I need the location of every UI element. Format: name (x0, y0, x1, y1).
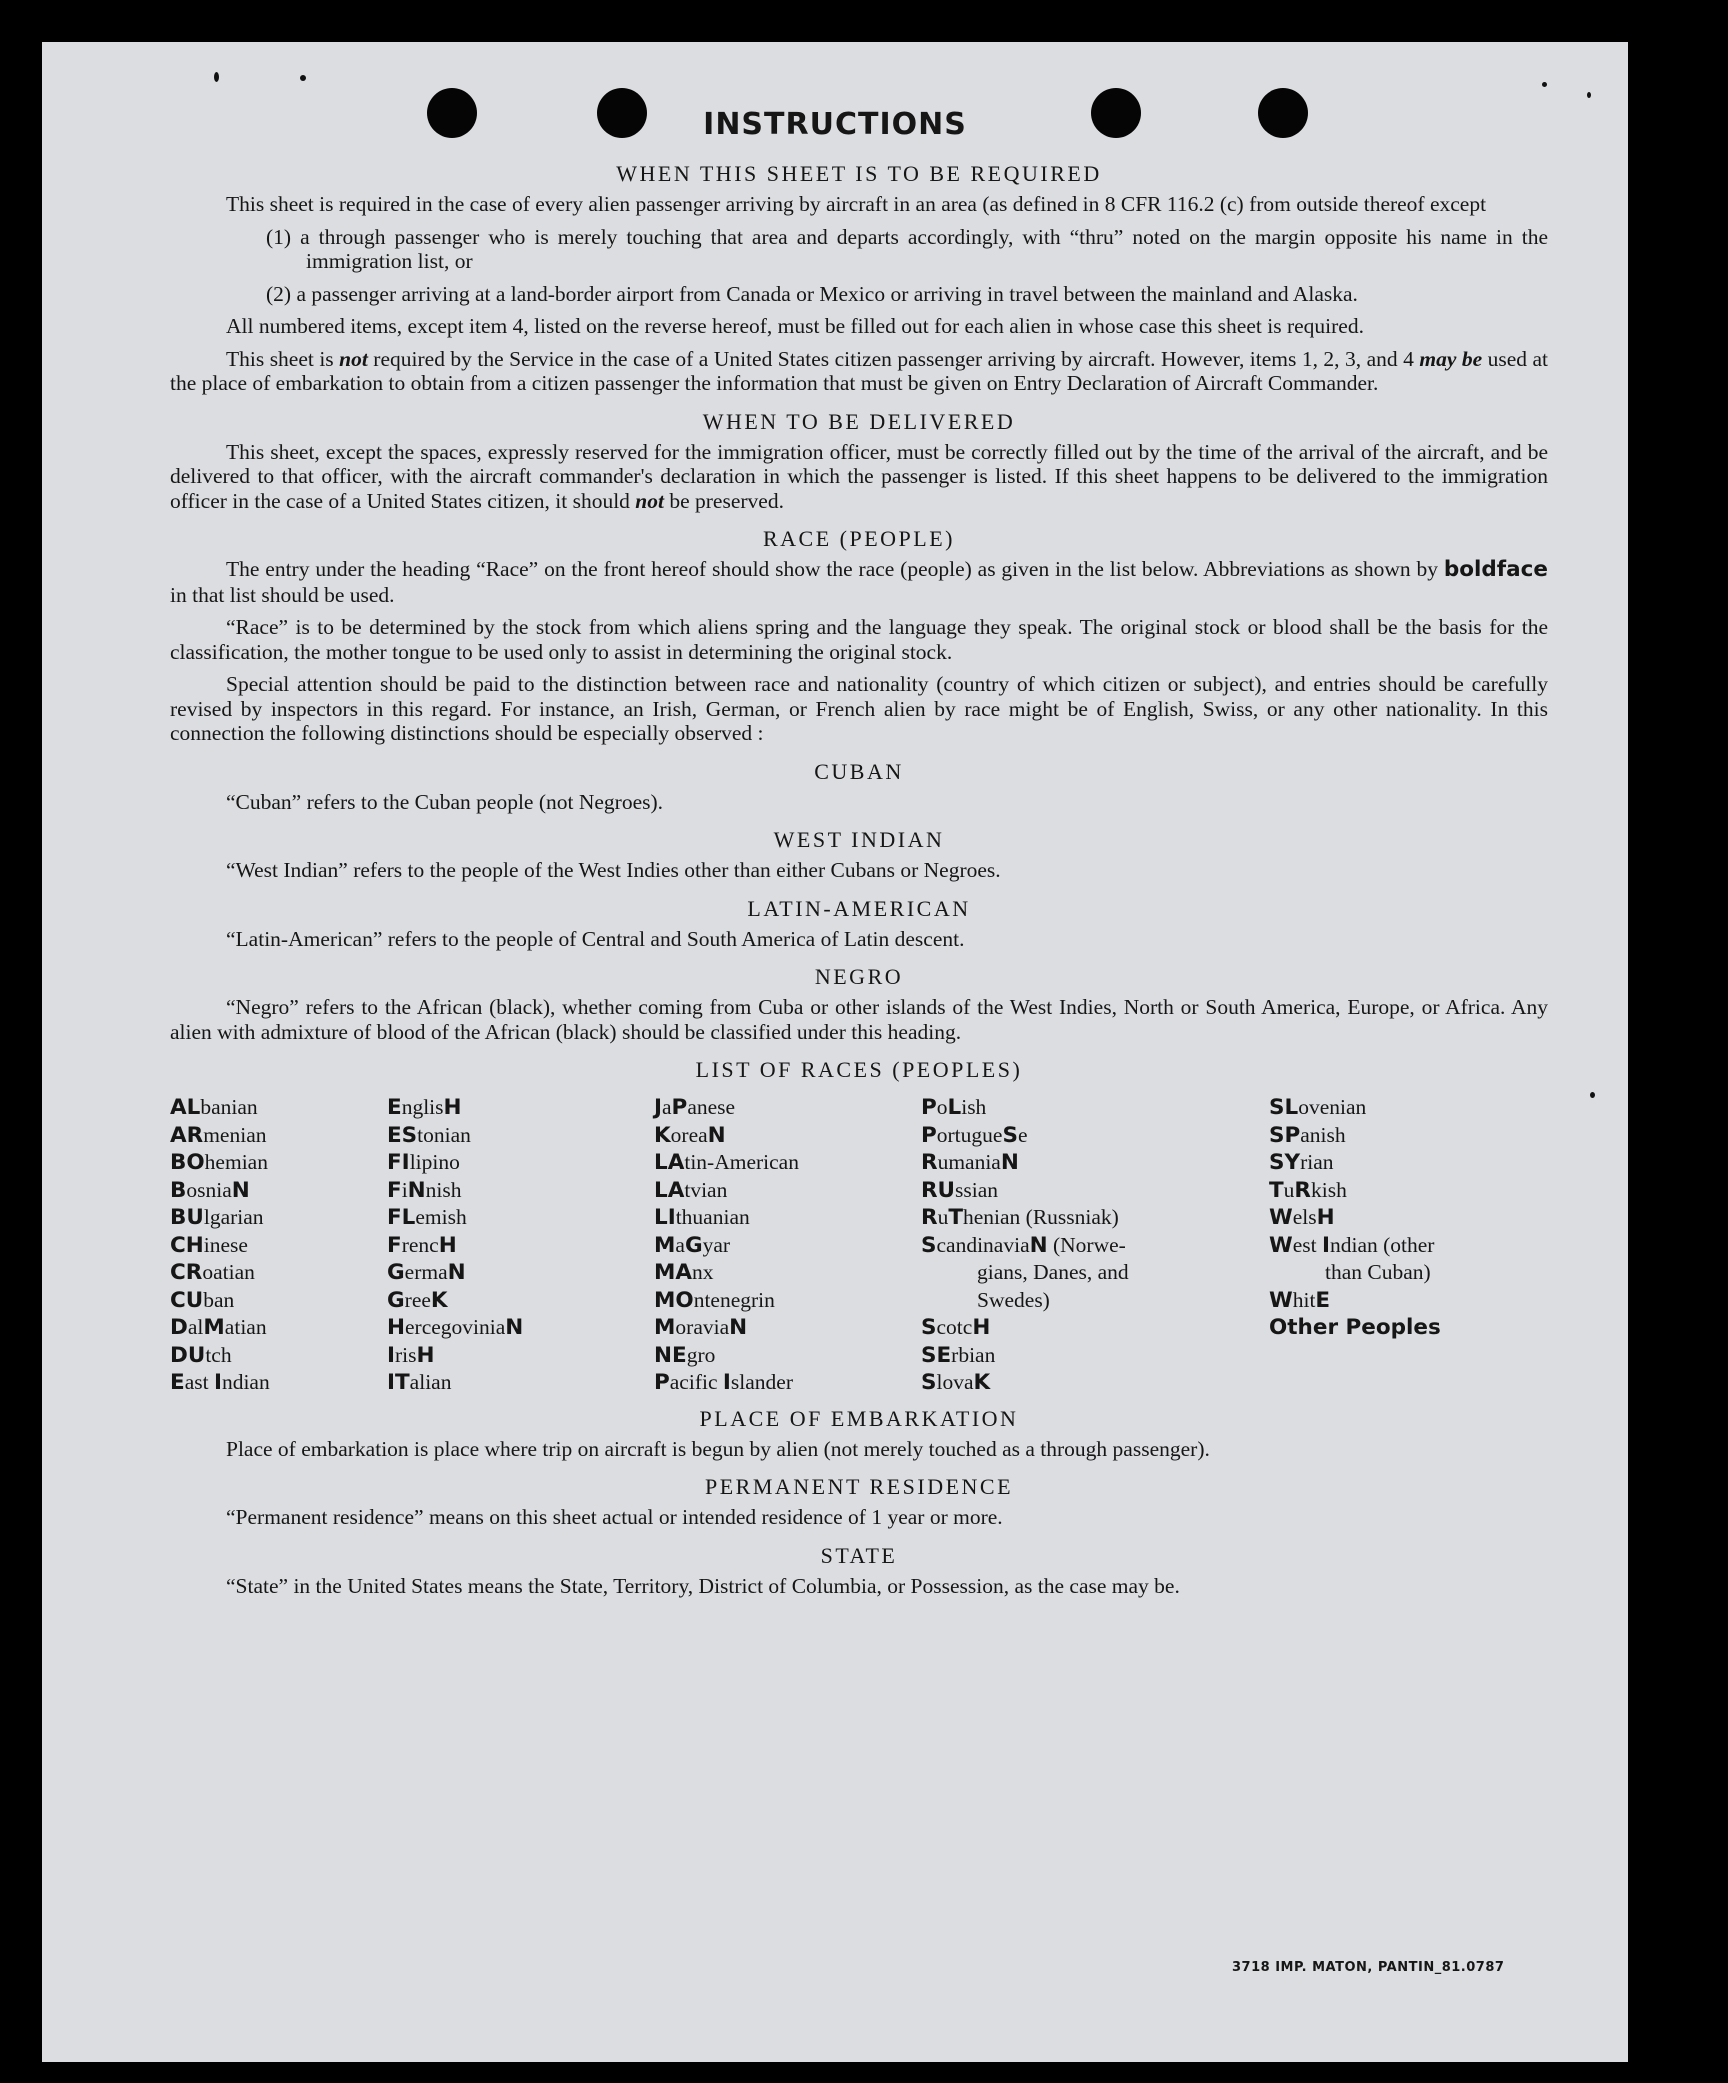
instructions-body (170, 156, 1548, 1606)
race-entry: East Indian (170, 1370, 270, 1395)
race-entry: BosniaN (170, 1177, 250, 1203)
section-heading-when-required: WHEN THIS SHEET IS TO BE REQUIRED (616, 161, 1102, 186)
race-entry: FLemish (387, 1205, 467, 1230)
race-entry: CRoatian (170, 1260, 255, 1285)
ink-speck (1587, 92, 1591, 98)
embarkation-text: Place of embarkation is place where trip on aircraft is begun by alien (not merely touched as a through passenger). (226, 1436, 1210, 1461)
race-entry: ALbanian (170, 1095, 258, 1120)
race-column (921, 1094, 1269, 1397)
race-entry: WhitE (1269, 1287, 1331, 1313)
race-column (170, 1094, 387, 1397)
section-heading-list-of-races: LIST OF RACES (PEOPLES) (695, 1057, 1023, 1082)
race-entry: ScandinaviaN (Norwe- (921, 1232, 1126, 1258)
race-entry: EStonian (387, 1122, 471, 1148)
ink-speck (1542, 82, 1547, 87)
race-entry: FIlipino (387, 1150, 460, 1175)
race-entry: MoraviaN (654, 1315, 748, 1340)
race-entry: SErbian (921, 1342, 996, 1368)
when-delivered-text: This sheet, except the spaces, expressly reserved for the immigration officer, must be correctly filled out by the time of the arrival of the aircraft, and be delivered to that officer, with the aircraft commander's declaration in which the passenger is listed. If this sheet happens to be delivered to the immigration officer in the case of a United States citizen, it should not be preserved. (170, 439, 1548, 513)
exception-item-2: (2) a passenger arriving at a land-border airport from Canada or Mexico or arriving in travel between the mainland and Alaska. (266, 281, 1358, 306)
race-entry: NEgro (654, 1342, 716, 1368)
race-entry: MaGyar (654, 1232, 731, 1258)
race-entry: ITalian (387, 1370, 452, 1395)
permanent-residence-text: “Permanent residence” means on this sheet actual or intended residence of 1 year or more. (226, 1505, 1003, 1529)
race-entry: ScotcH (921, 1315, 991, 1340)
section-heading-latin-american: LATIN-AMERICAN (747, 895, 971, 921)
state-text: “State” in the United States means the State, Territory, District of Columbia, or Possession, as the case may be. (226, 1573, 1180, 1598)
race-entry: DalMatian (170, 1315, 267, 1340)
race-column (387, 1094, 654, 1397)
race-entry: RumaniaN (921, 1150, 1019, 1175)
section-heading-when-delivered: WHEN TO BE DELIVERED (702, 408, 1016, 434)
race-column (654, 1094, 921, 1397)
race-entry: CUban (170, 1287, 235, 1313)
race-entry: ARmenian (170, 1122, 267, 1148)
race-entry: FrencH (387, 1232, 457, 1258)
race-entry: FiNnish (387, 1177, 462, 1203)
section-heading-west-indian: WEST INDIAN (773, 827, 945, 852)
ink-speck (214, 72, 219, 82)
latin-american-text: “Latin-American” refers to the people of Central and South America of Latin descent. (226, 926, 965, 951)
race-entry: CHinese (170, 1232, 248, 1258)
section-heading-permanent-residence: PERMANENT RESIDENCE (704, 1474, 1014, 1499)
race-entry: than Cuban) (1325, 1260, 1431, 1284)
citizen-paragraph: This sheet is not required by the Service in the case of a United States citizen passenger arriving by aircraft. However, items 1, 2, 3, and 4 may be used at the place of embarkation to obtain from a citizen passenger the information that must be given on Entry Declaration of Aircraft Commander. (170, 346, 1549, 395)
race-entry: DUtch (170, 1342, 232, 1368)
exception-item-1: (1) a through passenger who is merely touching that area and departs accordingly, with “thru” noted on the margin opposite his name in the immigration list, or (266, 224, 1548, 273)
west-indian-text: “West Indian” refers to the people of the West Indies other than either Cubans or Negroes. (226, 858, 1001, 882)
race-entry: PortugueSe (921, 1122, 1028, 1148)
race-entry: Swedes) (977, 1287, 1050, 1312)
section-heading-cuban: CUBAN (814, 758, 904, 784)
race-entry: SlovaK (921, 1370, 991, 1395)
race-entry: BOhemian (170, 1150, 268, 1175)
race-column (1269, 1094, 1548, 1397)
race-entry: IrisH (387, 1342, 435, 1368)
section-heading-race: RACE (PEOPLE) (763, 526, 955, 551)
race-entry: WelsH (1269, 1205, 1335, 1230)
race-entry: Other Peoples (1269, 1315, 1441, 1340)
numbered-items-paragraph: All numbered items, except item 4, listed on the reverse hereof, must be filled out for each alien in whose case this sheet is required. (226, 314, 1364, 338)
section-heading-state: STATE (820, 1542, 898, 1568)
race-paragraph-3: Special attention should be paid to the distinction between race and nationality (country of which citizen or subject), and entries should be carefully revised by inspectors in this regard. For instance, an Irish, German, or French alien by race might be of English, Swiss, or any other nationality. In this connection the following distinctions should be especially observed : (170, 672, 1548, 745)
race-entry: SPanish (1269, 1122, 1346, 1148)
race-entry: LAtin-American (654, 1150, 799, 1175)
ink-speck (300, 75, 306, 81)
race-list (170, 1094, 1548, 1397)
document-page (42, 42, 1628, 2062)
when-required-intro: This sheet is required in the case of every alien passenger arriving by aircraft in an area (as defined in 8 CFR 116.2 (c) from outside thereof except (226, 192, 1487, 216)
race-entry: RuThenian (Russniak) (921, 1205, 1119, 1230)
race-entry: Pacific Islander (654, 1370, 793, 1395)
race-entry: GreeK (387, 1287, 448, 1313)
race-entry: GermaN (387, 1260, 466, 1285)
race-entry: SLovenian (1269, 1095, 1367, 1120)
race-entry: TuRkish (1269, 1177, 1347, 1203)
race-entry: KoreaN (654, 1122, 726, 1148)
cuban-text: “Cuban” refers to the Cuban people (not Negroes). (226, 789, 664, 814)
race-entry: West Indian (other (1269, 1232, 1435, 1258)
printer-imprint: 3718 IMP. MATON, PANTIN_81.0787 (1232, 1960, 1505, 1975)
race-entry: JaPanese (654, 1095, 736, 1120)
section-heading-embarkation: PLACE OF EMBARKATION (699, 1405, 1019, 1431)
race-paragraph-2: “Race” is to be determined by the stock from which aliens spring and the language they speak. The original stock or blood shall be the basis for the classification, the mother tongue to be used only to assist in determining the original stock. (170, 615, 1548, 664)
race-entry: HercegoviniaN (387, 1315, 524, 1340)
race-entry: MAnx (654, 1260, 714, 1285)
race-entry: SYrian (1269, 1150, 1334, 1175)
race-entry: MOntenegrin (654, 1287, 775, 1313)
race-entry: gians, Danes, and (977, 1260, 1129, 1284)
section-heading-negro: NEGRO (814, 964, 904, 989)
ink-speck (1590, 1092, 1595, 1098)
race-entry: LAtvian (654, 1177, 728, 1203)
page-title: INSTRUCTIONS (703, 107, 967, 142)
race-entry: EnglisH (387, 1095, 462, 1120)
negro-text: “Negro” refers to the African (black), whether coming from Cuba or other islands of the West Indies, North or South America, Europe, or Africa. Any alien with admixture of blood of the African (black) should be classified under this heading. (170, 995, 1548, 1044)
race-entry: LIthuanian (654, 1205, 750, 1230)
race-entry: PoLish (921, 1095, 987, 1120)
race-entry: RUssian (921, 1177, 999, 1203)
race-entry: BUlgarian (170, 1205, 264, 1230)
race-paragraph-1: The entry under the heading “Race” on the front hereof should show the race (people) as given in the list below. Abbreviations as shown by boldface in that list should be used. (170, 557, 1548, 607)
